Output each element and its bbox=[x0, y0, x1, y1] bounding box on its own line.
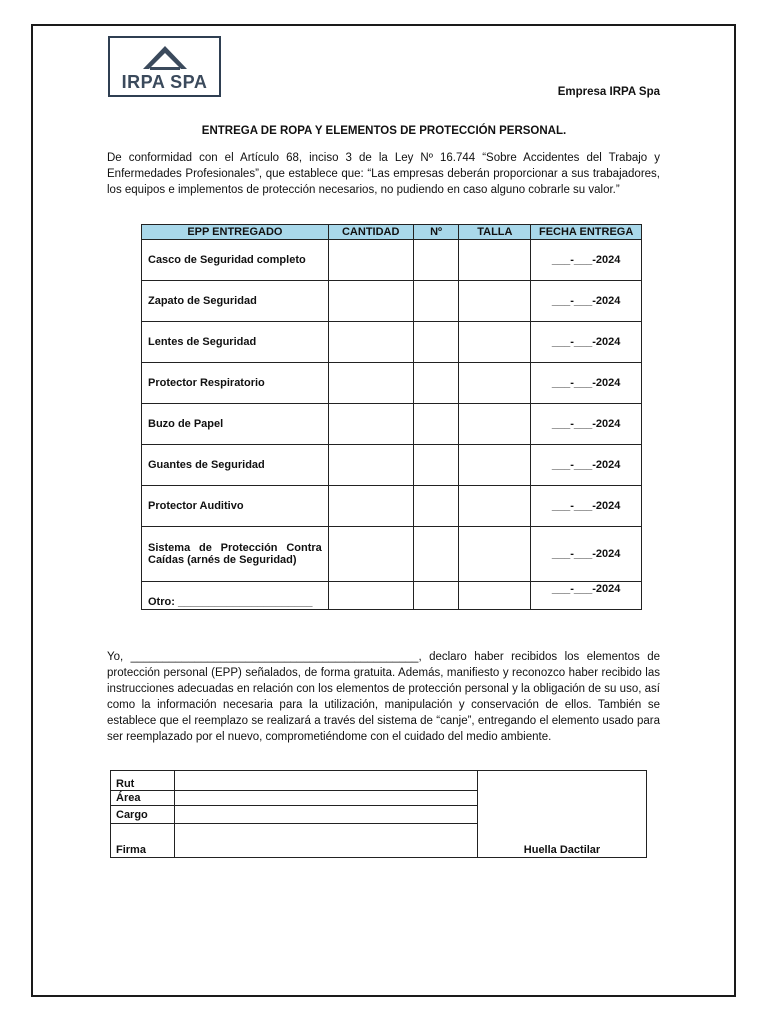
epp-item-otro[interactable]: Otro: ______________________ bbox=[142, 582, 329, 610]
talla-cell[interactable] bbox=[459, 363, 531, 404]
fecha-cell[interactable]: ___-___-2024 bbox=[531, 240, 642, 281]
cantidad-cell[interactable] bbox=[328, 404, 413, 445]
numero-cell[interactable] bbox=[413, 527, 459, 582]
table-row bbox=[142, 404, 642, 445]
cantidad-cell[interactable] bbox=[328, 527, 413, 582]
table-row bbox=[142, 281, 642, 322]
talla-cell[interactable] bbox=[459, 445, 531, 486]
cantidad-cell[interactable] bbox=[328, 582, 413, 610]
intro-paragraph: De conformidad con el Artículo 68, inciso 3 de la Ley Nº 16.744 “Sobre Accidentes del Trabajo y Enfermedades Profesionales”, que establece que: “Las empresas deberán proporcionar a sus trabajadores, los equipos e implementos de protección necesarios, no pudiendo en caso alguno cobrarle su valor.” bbox=[107, 152, 660, 196]
epp-item: Protector Respiratorio bbox=[142, 363, 329, 404]
fecha-cell[interactable]: ___-___-2024 bbox=[531, 486, 642, 527]
cantidad-cell[interactable] bbox=[328, 363, 413, 404]
cantidad-cell[interactable] bbox=[328, 281, 413, 322]
talla-cell[interactable] bbox=[459, 281, 531, 322]
numero-cell[interactable] bbox=[413, 363, 459, 404]
header-talla: TALLA bbox=[459, 225, 531, 240]
epp-item: Sistema de Protección Contra Caídas (arnés de Seguridad) bbox=[142, 527, 329, 582]
firma-field[interactable] bbox=[175, 824, 478, 858]
rut-row bbox=[111, 771, 647, 791]
talla-cell[interactable] bbox=[459, 240, 531, 281]
fecha-cell[interactable]: ___-___-2024 bbox=[531, 582, 642, 610]
fecha-cell[interactable]: ___-___-2024 bbox=[531, 322, 642, 363]
table-header-row bbox=[142, 225, 642, 240]
table-row bbox=[142, 527, 642, 582]
cantidad-cell[interactable] bbox=[328, 322, 413, 363]
header-cantidad: CANTIDAD bbox=[328, 225, 413, 240]
talla-cell[interactable] bbox=[459, 322, 531, 363]
header-fecha: FECHA ENTREGA bbox=[531, 225, 642, 240]
table-row bbox=[142, 322, 642, 363]
rut-field[interactable] bbox=[175, 771, 478, 791]
signature-table bbox=[110, 770, 647, 858]
fecha-cell[interactable]: ___-___-2024 bbox=[531, 445, 642, 486]
fecha-cell[interactable]: ___-___-2024 bbox=[531, 404, 642, 445]
document-title: ENTREGA DE ROPA Y ELEMENTOS DE PROTECCIÓN PERSONAL. bbox=[201, 125, 567, 137]
table-row bbox=[142, 445, 642, 486]
numero-cell[interactable] bbox=[413, 281, 459, 322]
numero-cell[interactable] bbox=[413, 582, 459, 610]
numero-cell[interactable] bbox=[413, 404, 459, 445]
numero-cell[interactable] bbox=[413, 240, 459, 281]
area-field[interactable] bbox=[175, 791, 478, 806]
logo-text: IRPA SPA bbox=[121, 72, 208, 92]
cantidad-cell[interactable] bbox=[328, 240, 413, 281]
epp-item: Lentes de Seguridad bbox=[142, 322, 329, 363]
header-epp: EPP ENTREGADO bbox=[142, 225, 329, 240]
cargo-field[interactable] bbox=[175, 806, 478, 824]
numero-cell[interactable] bbox=[413, 445, 459, 486]
declaration-paragraph: Yo, _____________________________________________, declaro haber recibidos los elementos de protección personal (EPP) señalados, de forma gratuita. Además, manifiesto y reconozco haber recibido las instrucciones adecuadas en relación con los elementos de protección personal y la obligación de su uso, así como la información necesaria para la utilización, manipulación y conservación de ellos. También se establece que el reemplazo se realizará a través del sistema de “canje”, entregando el elemento usado para ser reemplazado por el nuevo, comprometiéndome con el cuidado del medio ambiente. bbox=[107, 651, 660, 743]
epp-item: Guantes de Seguridad bbox=[142, 445, 329, 486]
epp-item: Buzo de Papel bbox=[142, 404, 329, 445]
area-label: Área bbox=[111, 791, 175, 806]
table-row bbox=[142, 363, 642, 404]
talla-cell[interactable] bbox=[459, 486, 531, 527]
rut-label: Rut bbox=[111, 771, 175, 791]
house-roof-icon bbox=[140, 43, 190, 73]
fecha-cell[interactable]: ___-___-2024 bbox=[531, 281, 642, 322]
numero-cell[interactable] bbox=[413, 486, 459, 527]
epp-table bbox=[141, 224, 642, 610]
talla-cell[interactable] bbox=[459, 582, 531, 610]
cantidad-cell[interactable] bbox=[328, 486, 413, 527]
table-row bbox=[142, 486, 642, 527]
talla-cell[interactable] bbox=[459, 527, 531, 582]
header-numero: Nº bbox=[413, 225, 459, 240]
cantidad-cell[interactable] bbox=[328, 445, 413, 486]
epp-item: Protector Auditivo bbox=[142, 486, 329, 527]
numero-cell[interactable] bbox=[413, 322, 459, 363]
huella-dactilar-box[interactable]: Huella Dactilar bbox=[478, 771, 647, 858]
epp-item: Zapato de Seguridad bbox=[142, 281, 329, 322]
epp-item: Casco de Seguridad completo bbox=[142, 240, 329, 281]
cargo-label: Cargo bbox=[111, 806, 175, 824]
company-logo bbox=[108, 36, 221, 97]
fecha-cell[interactable]: ___-___-2024 bbox=[531, 527, 642, 582]
table-row bbox=[142, 582, 642, 610]
table-row bbox=[142, 240, 642, 281]
company-name: Empresa IRPA Spa bbox=[557, 86, 660, 98]
talla-cell[interactable] bbox=[459, 404, 531, 445]
firma-label: Firma bbox=[111, 824, 175, 858]
fecha-cell[interactable]: ___-___-2024 bbox=[531, 363, 642, 404]
